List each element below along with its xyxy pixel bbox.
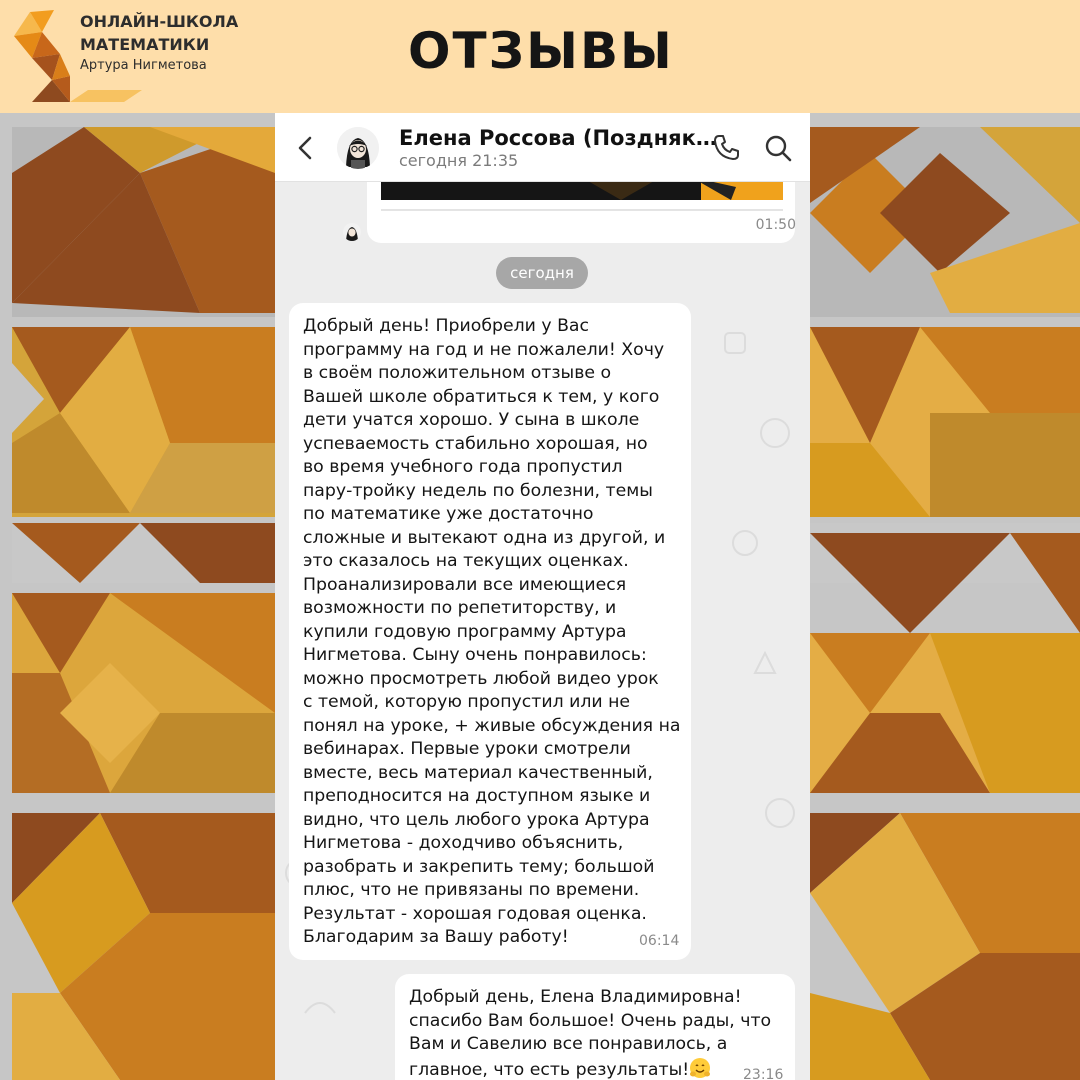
phone-icon[interactable]: [711, 133, 741, 163]
message-text: Добрый день! Приобрели у Вас программу на год и не пожалели! Хочу в своём положительном отзыве о Вашей школе обратиться к тем, у кого дети учатся хорошо. У сына в школе успеваемость стабильно хорошая, но во время учебного года пропустил пару-тройку недель по болезни, темы по математике уже достаточно сложные и вытекают одна из другой, и это сказалось на текущих оценках. Проанализировали все имеющиеся возможности по репетиторству, и купили годовую программу Артура Нигметова. Сыну очень понравилось: можно просмотреть любой видео урок с темой, которую пропустил или не понял на уроке, + живые обсуждения на вебинарах. Первые уроки смотрели вместе, весь материал качественный, преподносится на доступном языке и видно, что цель любого урока Артура Нигметова - доходчиво объяснить, разобрать и закрепить тему; большой плюс, что не привязаны по времени. Результат - хорошая годовая оценка. Благодарим за Вашу работу!: [303, 316, 681, 947]
chat-header: [275, 113, 810, 182]
divider: [381, 209, 783, 211]
contact-name[interactable]: Елена Россова (Поздняк…: [399, 126, 717, 150]
message-time: 23:16: [743, 1067, 784, 1080]
decorative-background-right: [810, 113, 1080, 1080]
page-header: [0, 0, 1080, 113]
contact-avatar-icon: [343, 223, 361, 241]
chat-screen: [275, 113, 810, 1080]
decorative-background-left: [0, 113, 275, 1080]
page-title: ОТЗЫВЫ: [408, 22, 674, 80]
message-time: 06:14: [639, 933, 680, 949]
message-text-body: Добрый день, Елена Владимировна! спасибо Вам большое! Очень рады, что Вам и Савелию все понравилось, а главное, что есть результаты!: [409, 987, 772, 1080]
contact-avatar-icon: [337, 127, 379, 169]
school-name-line1: ОНЛАЙН-ШКОЛА: [80, 12, 239, 31]
incoming-message[interactable]: [289, 303, 691, 960]
last-seen-status: сегодня 21:35: [399, 151, 519, 170]
message-time: 01:50: [755, 217, 796, 233]
search-icon[interactable]: [763, 133, 793, 163]
school-name-line2: МАТЕМАТИКИ: [80, 35, 210, 54]
hugging-face-emoji-icon: [689, 1057, 711, 1079]
message-text: [409, 986, 789, 1080]
chevron-left-icon[interactable]: [293, 133, 317, 163]
avatar[interactable]: [337, 127, 379, 169]
sender-avatar-small: [343, 223, 361, 241]
outgoing-message[interactable]: [395, 974, 795, 1080]
school-name-line3: Артура Нигметова: [80, 58, 207, 73]
date-divider: сегодня: [496, 257, 588, 289]
